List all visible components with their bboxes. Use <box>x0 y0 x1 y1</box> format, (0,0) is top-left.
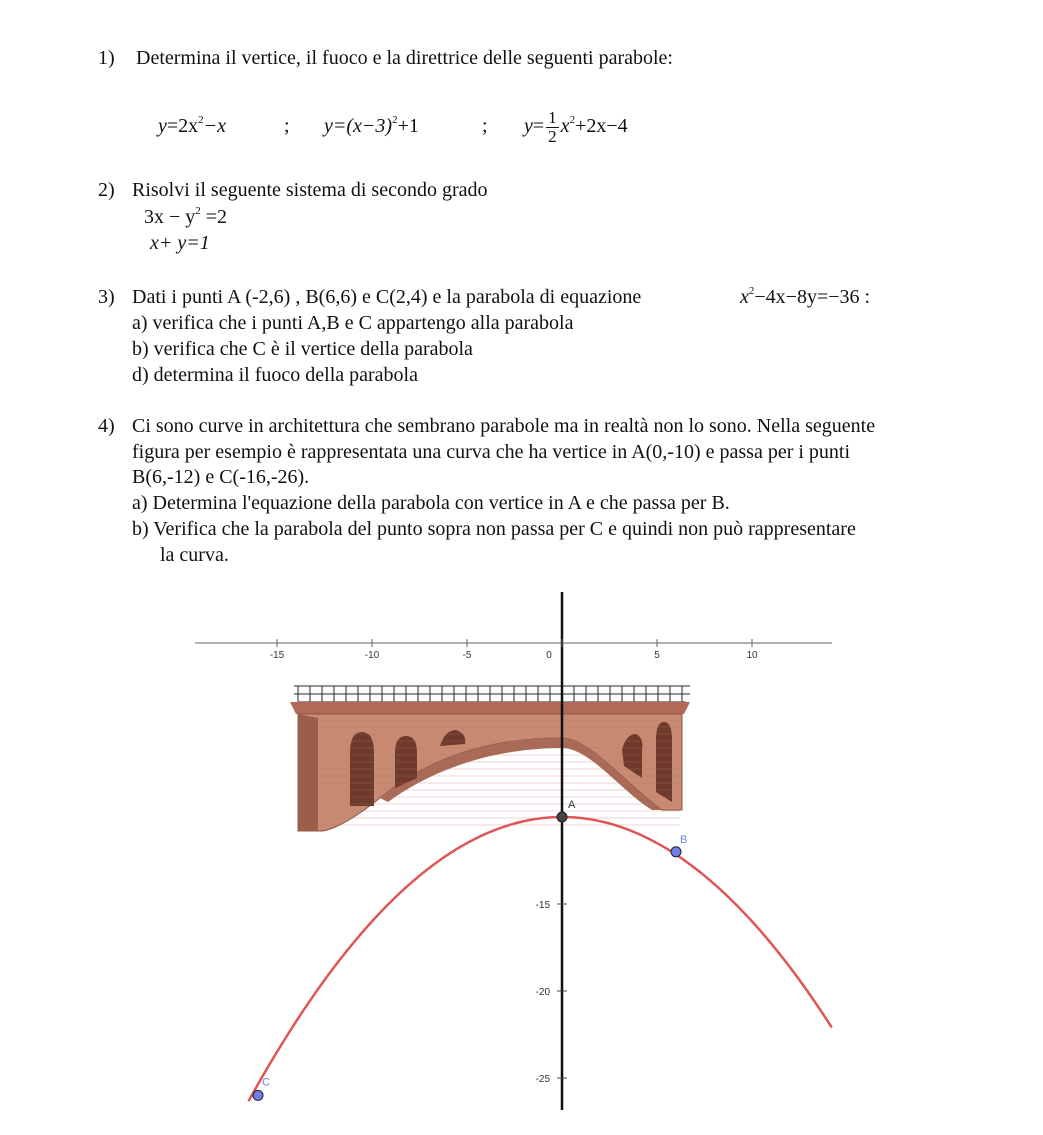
bridge-deck <box>290 702 690 714</box>
q3-text: Dati i punti A (-2,6) , B(6,6) e C(2,4) e la parabola di equazione <box>132 286 642 308</box>
y-tick-label: -25 <box>535 1074 550 1085</box>
q1-separator-2: ; <box>482 115 488 137</box>
parabola-curve <box>249 817 832 1101</box>
q1-eq3-fraction <box>546 109 559 146</box>
q1-eq3-num: 1 <box>548 107 557 127</box>
q1-number: 1) <box>98 47 115 69</box>
q1-eq3-exp: 2 <box>569 114 576 126</box>
q2-line-2 <box>150 231 210 255</box>
x-tick-label: -5 <box>462 650 472 661</box>
q4-line-2: figura per esempio è rappresentata una curva che ha vertice in A(0,-10) e passa per i punti <box>132 441 851 463</box>
x-tick-label: -15 <box>269 650 285 661</box>
q1-eq3-lhs: y <box>524 115 533 137</box>
curve-points <box>253 799 687 1100</box>
q1-equation-3 <box>524 104 628 148</box>
point-c-marker <box>253 1090 263 1100</box>
x-tick-label: 10 <box>746 650 758 661</box>
q1-separator-1: ; <box>284 115 290 137</box>
figure-canvas <box>190 588 850 1118</box>
point-b-label: B <box>680 833 688 846</box>
y-tick-label: -20 <box>535 987 550 998</box>
x-tick-label: -10 <box>364 650 380 661</box>
q1-eq3-eq: = <box>532 115 545 137</box>
q4-item-a: a) Determina l'equazione della parabola con vertice in A e che passa per B. <box>132 492 730 514</box>
q2-line2: x+ y=1 <box>150 232 210 254</box>
x-axis-ticks <box>270 639 758 661</box>
q1-equation-1 <box>158 114 226 138</box>
q1-eq2-tail: +1 <box>397 115 419 137</box>
q4-item-b-line2: la curva. <box>160 544 229 566</box>
q2-text: Risolvi il seguente sistema di secondo grado <box>132 179 488 201</box>
q2-line1-exp: 2 <box>195 205 201 217</box>
x-tick-label: 0 <box>546 650 552 661</box>
q3-equation <box>740 285 870 309</box>
q2-line-1 <box>144 205 227 229</box>
q4-item-b-line1: b) Verifica che la parabola del punto sopra non passa per C e quindi non può rappresentare <box>132 518 856 540</box>
bridge-railing <box>294 686 690 702</box>
q3-eq-exp: 2 <box>748 285 755 297</box>
q1-eq1-tail: −x <box>203 115 227 137</box>
y-tick-label: -15 <box>535 900 550 911</box>
bridge-pier-left <box>298 714 318 831</box>
point-b-marker <box>671 847 681 857</box>
point-a-marker <box>557 812 567 822</box>
q4-line-1: Ci sono curve in architettura che sembrano parabole ma in realtà non lo sono. Nella seguente <box>132 415 876 437</box>
q1-eq2-lhs: y <box>324 115 333 137</box>
q1-eq2-rhs: =(x−3) <box>332 115 393 137</box>
q1-eq3-x: x <box>560 115 570 137</box>
q1-eq3-den: 2 <box>548 126 557 146</box>
q1-eq3-tail: +2x−4 <box>575 115 628 137</box>
q3-eq-x: x <box>740 286 749 308</box>
q2-number: 2) <box>98 179 115 201</box>
q1-eq1-rhs: =2x <box>166 115 199 137</box>
q3-item-d: d) determina il fuoco della parabola <box>132 364 418 386</box>
bridge-illustration <box>290 686 690 831</box>
q4-line-3: B(6,-12) e C(-16,-26). <box>132 466 310 488</box>
q1-eq2-exp: 2 <box>392 114 398 126</box>
q2-line1-a: 3x − y <box>144 206 196 228</box>
x-tick-label: 5 <box>654 650 660 661</box>
q2-line1-b: =2 <box>200 206 228 228</box>
q1-text: Determina il vertice, il fuoco e la direttrice delle seguenti parabole: <box>136 47 673 69</box>
q3-eq-tail: −4x−8y=−36 : <box>754 286 871 308</box>
q4-number: 4) <box>98 415 115 437</box>
bridge-parabola-figure <box>190 588 850 1118</box>
q3-item-a: a) verifica che i punti A,B e C appartengo alla parabola <box>132 312 574 334</box>
point-a-label: A <box>568 799 576 811</box>
q1-eq1-lhs: y <box>158 115 167 137</box>
q1-eq1-exp: 2 <box>198 114 204 126</box>
q3-item-b: b) verifica che C è il vertice della parabola <box>132 338 473 360</box>
q1-equation-2 <box>324 114 419 138</box>
q3-number: 3) <box>98 286 115 308</box>
point-c-label: C <box>262 1076 270 1089</box>
